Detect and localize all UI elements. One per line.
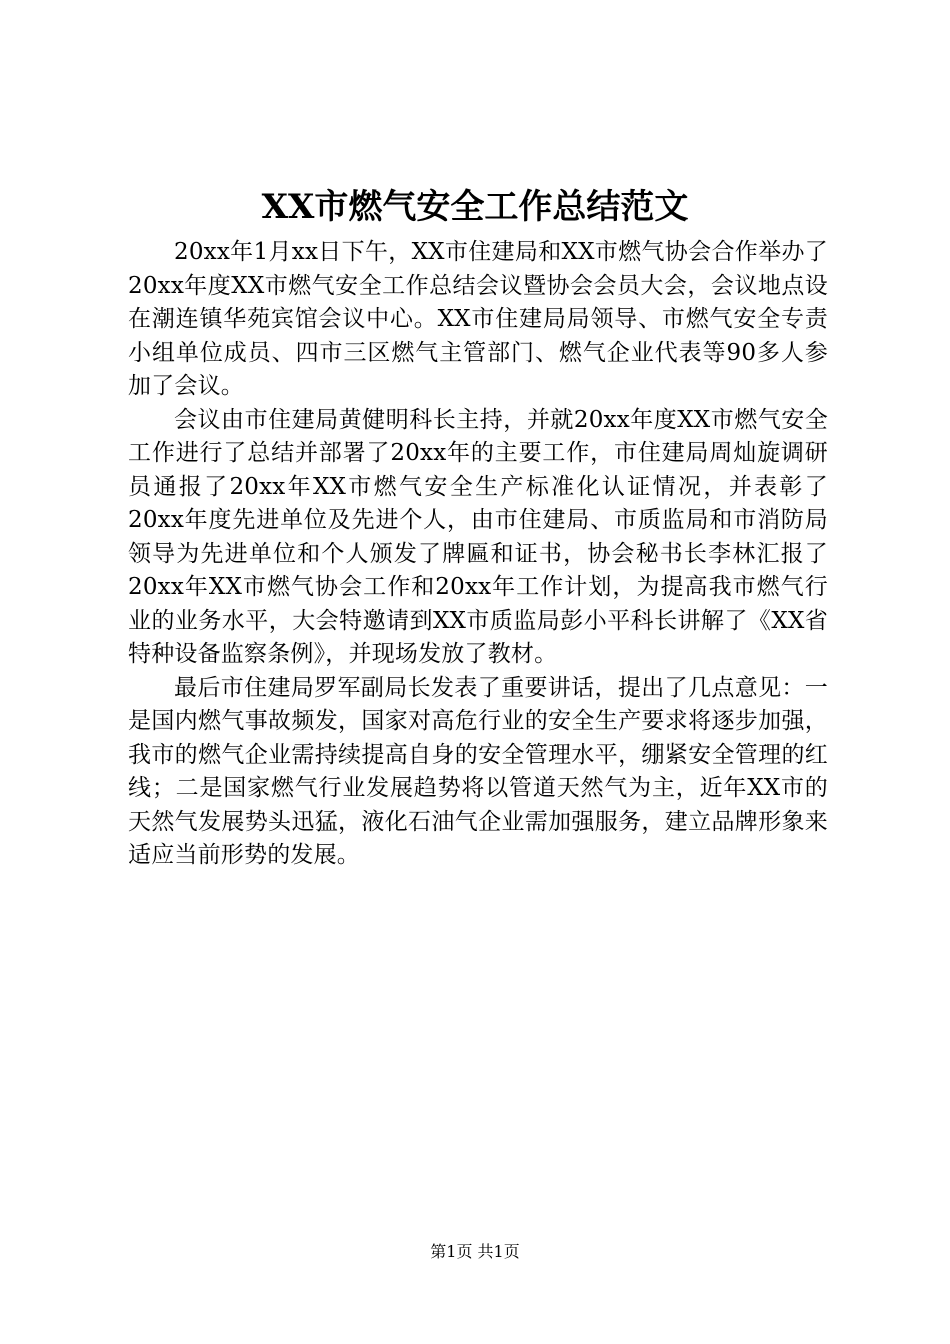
paragraph-2: 会议由市住建局黄健明科长主持，并就20xx年度XX市燃气安全工作进行了总结并部署了20xx年的主要工作，市住建局周灿旋调研员通报了20xx年XX市燃气安全生产标准化认证情况，并表彰了20xx年度先进单位及先进个人，由市住建局、市质监局和市消防局领导为先进单位和个人颁发了牌匾和证书，协会秘书长李林汇报了20xx年XX市燃气协会工作和20xx年工作计划，为提高我市燃气行业的业务水平，大会特邀请到XX市质监局彭小平科长讲解了《XX省特种设备监察条例》，并现场发放了教材。: [128, 406, 828, 667]
page-footer: 第1页 共1页: [430, 1242, 520, 1261]
document-body: [128, 236, 828, 873]
paragraph-1: 20xx年1月xx日下午，XX市住建局和XX市燃气协会合作举办了20xx年度XX市燃气安全工作总结会议暨协会会员大会，会议地点设在潮连镇华苑宾馆会议中心。XX市住建局局领导、市燃气安全专责小组单位成员、四市三区燃气主管部门、燃气企业代表等90多人参加了会议。: [128, 239, 828, 399]
paragraph-3: 最后市住建局罗军副局长发表了重要讲话，提出了几点意见：一是国内燃气事故频发，国家对高危行业的安全生产要求将逐步加强，我市的燃气企业需持续提高自身的安全管理水平，绷紧安全管理的红线；二是国家燃气行业发展趋势将以管道天然气为主，近年XX市的天然气发展势头迅猛，液化石油气企业需加强服务，建立品牌形象来适应当前形势的发展。: [128, 674, 828, 868]
document-title: XX市燃气安全工作总结范文: [261, 187, 689, 227]
